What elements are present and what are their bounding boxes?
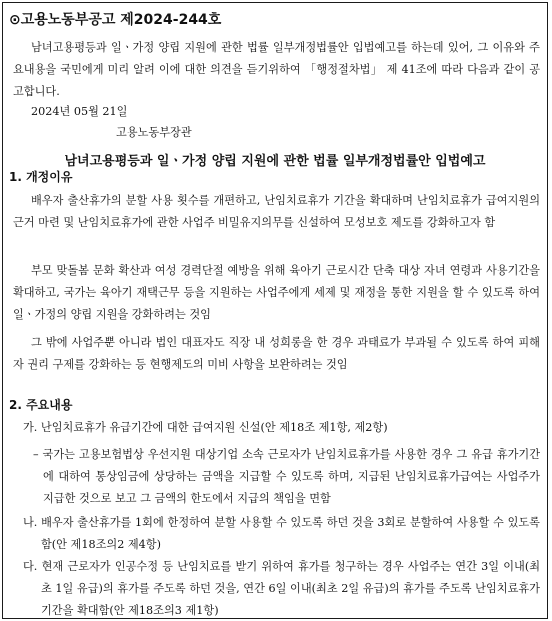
content-item-na: 나. 배우자 출산휴가를 1회에 한정하여 분할 사용할 수 있도록 하던 것을 3회로 분할하여 사용할 수 있도록 함(안 제18조의2 제4항) bbox=[23, 516, 540, 551]
reason-paragraph-3: 그 밖에 사업주뿐 아니라 법인 대표자도 직장 내 성희롱을 한 경우 과태료가 부과될 수 있도록 하여 피해자 권리 구제를 강화하는 등 현행제도의 미비 사항을 보완하려는 것임 bbox=[13, 336, 540, 371]
content-subitem-dash: – 국가는 고용보험법상 우선지원 대상기업 소속 근로자가 난임치료휴가를 사용한 경우 그 유급 휴가기간에 대하여 통상임금에 상당하는 금액을 지급할 수 있도록 하며, 지급된 난임치료휴가급여는 사업주가 지급한 것으로 보고 그 금액의 한도에서 지급의 책임을 면함 bbox=[33, 448, 540, 505]
section-heading-reason: 1. 개정이유 bbox=[9, 170, 73, 184]
notice-document bbox=[2, 2, 548, 619]
circle-dot-icon: ⊙ bbox=[9, 12, 21, 28]
notice-issuer: 고용노동부장관 bbox=[116, 126, 192, 139]
notice-number: 고용노동부공고 제2024-244호 bbox=[20, 12, 222, 28]
reason-paragraph-2: 부모 맞돌봄 문화 확산과 여성 경력단절 예방을 위해 육아기 근로시간 단축 대상 자녀 연령과 사용기간을 확대하고, 국가는 육아기 재택근무 등을 지원하는 사업주에게 세제 및 재정을 통한 지원을 할 수 있도록 하여 일ㆍ가정의 양립 지원을 강화하려는 것임 bbox=[13, 264, 540, 321]
notice-date: 2024년 05월 21일 bbox=[31, 105, 128, 118]
notice-title: 남녀고용평등과 일ㆍ가정 양립 지원에 관한 법률 일부개정법률안 입법예고 bbox=[64, 154, 486, 169]
notice-header bbox=[9, 9, 221, 29]
reason-paragraph-1: 배우자 출산휴가의 분할 사용 횟수를 개편하고, 난임치료휴가 기간을 확대하며 난임치료휴가 급여지원의 근거 마련 및 난임치료휴가에 관한 사업주 비밀유지의무를 신설하여 모성보호 제도를 강화하고자 함 bbox=[13, 194, 540, 229]
intro-paragraph: 남녀고용평등과 일ㆍ가정 양립 지원에 관한 법률 일부개정법률안 입법예고를 하는데 있어, 그 이유와 주요내용을 국민에게 미리 알려 이에 대한 의견을 듣기위하여 「행정절차법」 제 41조에 따라 다음과 같이 공고합니다. bbox=[13, 41, 540, 98]
content-item-da: 다. 현재 근로자가 인공수정 등 난임치료를 받기 위하여 휴가를 청구하는 경우 사업주는 연간 3일 이내(최초 1일 유급)의 휴가를 주도록 하던 것을, 연간 6일 이내(최초 2일 유급)의 휴가를 주도록 난임치료휴가기간을 확대함(안 제18조의3 제1항) bbox=[23, 560, 540, 617]
section-heading-content: 2. 주요내용 bbox=[9, 398, 73, 412]
content-item-ga: 가. 난임치료휴가 유급기간에 대한 급여지원 신설(안 제18조 제1항, 제2항) bbox=[23, 421, 388, 434]
